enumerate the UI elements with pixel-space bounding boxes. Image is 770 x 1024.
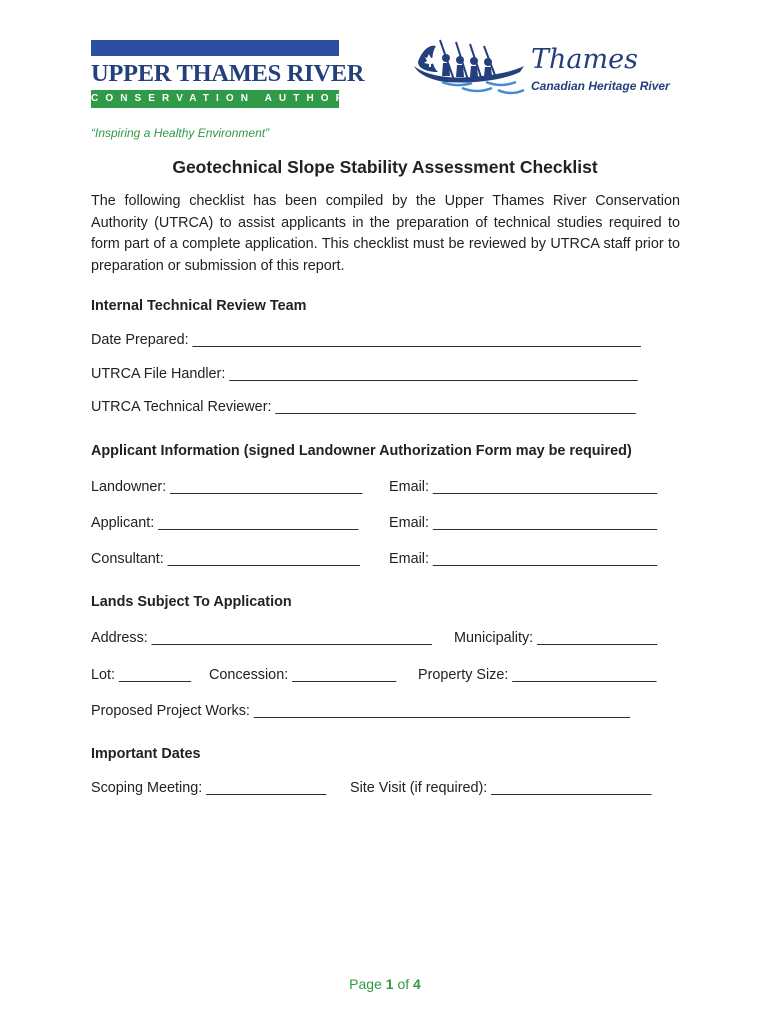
date-prepared-field[interactable]: Date Prepared: ________________________________________________________ — [91, 332, 641, 348]
scoping-meeting-field[interactable]: Scoping Meeting: _______________ — [91, 780, 327, 796]
applicant-email-field[interactable]: Email: ____________________________ — [389, 515, 658, 531]
thames-logo-subtitle: Canadian Heritage River — [531, 79, 670, 93]
file-handler-field[interactable]: UTRCA File Handler: ___________________________________________________ — [91, 366, 638, 382]
landowner-email-field[interactable]: Email: ____________________________ — [389, 479, 658, 495]
utrca-logo-title: UPPER THAMES RIVER — [91, 60, 365, 87]
utrca-logo-bar — [91, 40, 339, 56]
concession-field[interactable]: Concession: _____________ — [209, 667, 397, 683]
applicant-field[interactable]: Applicant: _________________________ — [91, 515, 359, 531]
section-heading-review-team: Internal Technical Review Team — [91, 298, 307, 314]
consultant-field[interactable]: Consultant: ________________________ — [91, 551, 360, 567]
page-number: Page 1 of 4 — [349, 976, 421, 992]
lot-field[interactable]: Lot: _________ — [91, 667, 192, 683]
thames-logo-title: Thames — [531, 44, 638, 75]
consultant-email-field[interactable]: Email: ____________________________ — [389, 551, 658, 567]
municipality-field[interactable]: Municipality: _______________ — [454, 630, 658, 646]
canoe-paddlers-icon — [412, 36, 530, 98]
site-visit-field[interactable]: Site Visit (if required): ____________________ — [350, 780, 652, 796]
technical-reviewer-field[interactable]: UTRCA Technical Reviewer: _____________________________________________ — [91, 399, 636, 415]
utrca-logo-subtitle: CONSERVATION AUTHORITY — [91, 90, 339, 108]
landowner-field[interactable]: Landowner: ________________________ — [91, 479, 363, 495]
section-heading-lands: Lands Subject To Application — [91, 594, 292, 610]
intro-paragraph: The following checklist has been compiled by the Upper Thames River Conservation Authority (UTRCA) to assist applicants in the preparation of technical studies required to form part of a complete application. This checklist must be reviewed by UTRCA staff prior to preparation or submission of this report. — [91, 193, 680, 274]
document-title: Geotechnical Slope Stability Assessment Checklist — [172, 157, 598, 177]
section-heading-applicant-info: Applicant Information (signed Landowner Authorization Form may be required) — [91, 443, 632, 459]
project-works-field[interactable]: Proposed Project Works: _______________________________________________ — [91, 703, 631, 719]
tagline: “Inspiring a Healthy Environment” — [91, 126, 270, 140]
address-field[interactable]: Address: ___________________________________ — [91, 630, 432, 646]
section-heading-dates: Important Dates — [91, 746, 201, 762]
property-size-field[interactable]: Property Size: __________________ — [418, 667, 657, 683]
